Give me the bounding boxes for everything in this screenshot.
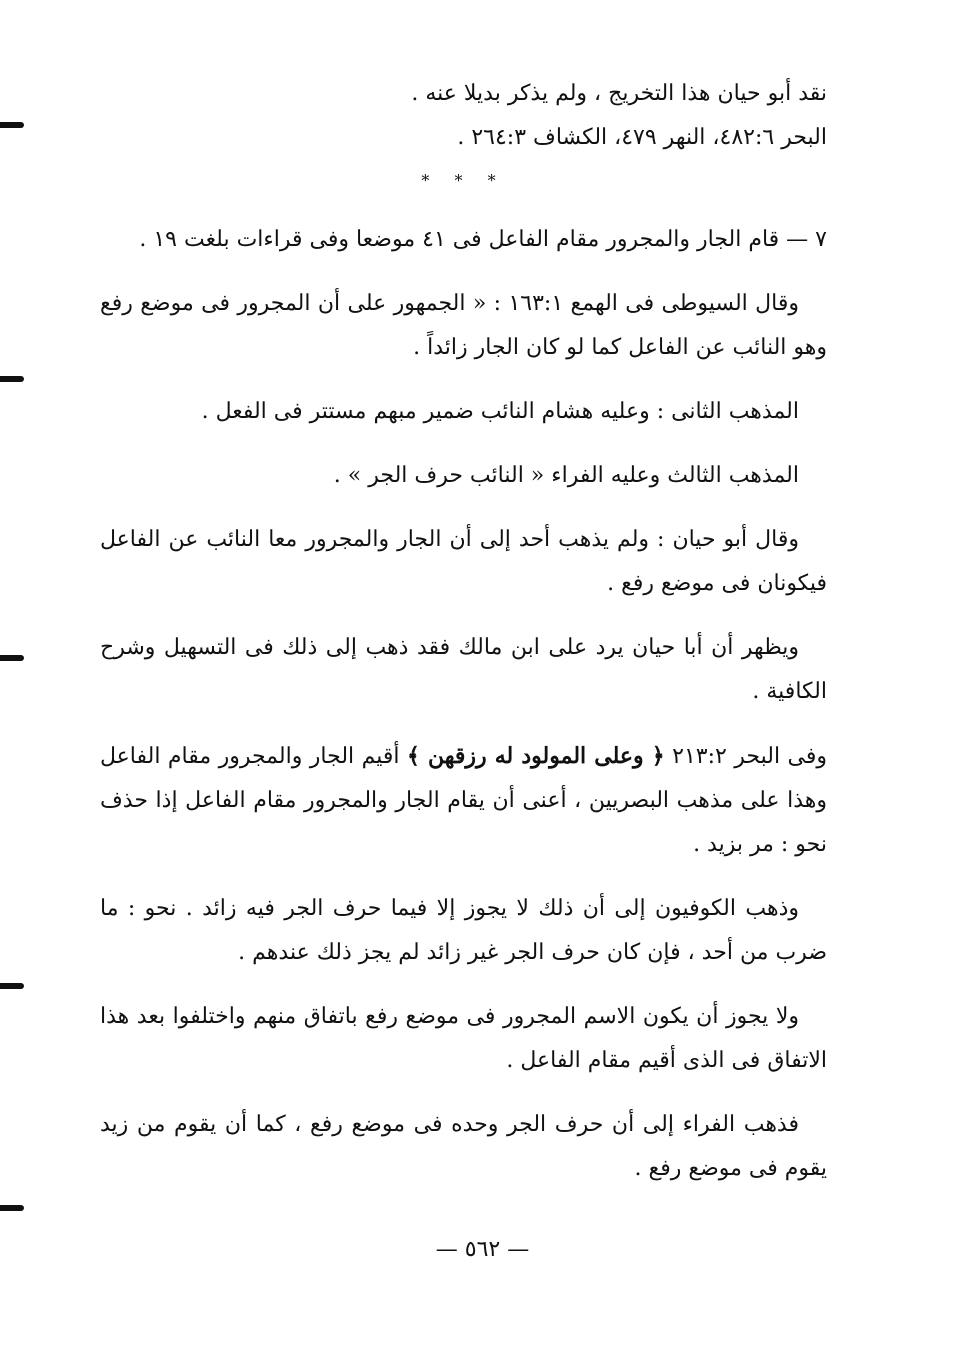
paragraph-critique (100, 72, 827, 160)
section-separator: * * * (421, 171, 506, 190)
paragraph-abu-hayyan: وقال أبو حيان : ولم يذهب أحد إلى أن الجار والمجرور معا النائب عن الفاعل فيكونان فى موضع رفع . (100, 527, 827, 596)
paragraph-kufans: وذهب الكوفيون إلى أن ذلك لا يجوز إلا فيما حرف الجر فيه زائد . نحو : ما ضرب من أحد ، فإن كان حرف الجر غير زائد لم يجز ذلك عندهم . (100, 896, 827, 965)
page-body (100, 72, 827, 1211)
margin-mark (0, 655, 24, 661)
margin-mark (0, 122, 24, 128)
paragraph-third-view: المذهب الثالث وعليه الفراء « النائب حرف الجر » . (333, 463, 799, 488)
paragraph-farra: فذهب الفراء إلى أن حرف الجر وحده فى موضع رفع ، كما أن يقوم من زيد يقوم فى موضع رفع . (100, 1112, 827, 1181)
paragraph-ibn-malik: ويظهر أن أبا حيان يرد على ابن مالك فقد ذهب إلى ذلك فى التسهيل وشرح الكافية . (100, 635, 827, 704)
margin-mark (0, 983, 24, 989)
paragraph-item-7: ٧ — قام الجار والمجرور مقام الفاعل فى ٤١ موضعا وفى قراءات بلغت ١٩ . (139, 227, 827, 252)
reference-line: البحر ٤٨٢:٦، النهر ٤٧٩، الكشاف ٢٦٤:٣ . (457, 125, 827, 150)
paragraph-bahr (100, 734, 827, 867)
page-number: — ٥٦٢ — (435, 1237, 530, 1262)
paragraph-second-view: المذهب الثانى : وعليه هشام النائب ضمير مبهم مستتر فى الفعل . (201, 399, 799, 424)
margin-mark (0, 376, 24, 382)
paragraph-text: أقيم الجار والمجرور مقام الفاعل وهذا على مذهب البصريين ، أعنى أن يقام الجار والمجرور مقام الفاعل إذا حذف نحو : مر بزيد . (100, 744, 827, 857)
quran-verse: ﴿ وعلى المولود له رزقهن ﴾ (406, 743, 665, 769)
paragraph-suyuti: وقال السيوطى فى الهمع ١٦٣:١ : « الجمهور على أن المجرور فى موضع رفع وهو النائب عن الفاعل كما لو كان الجار زائداً . (100, 291, 827, 360)
paragraph-agreement: ولا يجوز أن يكون الاسم المجرور فى موضع رفع باتفاق منهم واختلفوا بعد هذا الاتفاق فى الذى أقيم مقام الفاعل . (100, 1004, 827, 1073)
reference-text: وفى البحر ٢١٣:٢ (672, 744, 827, 769)
margin-mark (0, 1205, 24, 1211)
text-line: نقد أبو حيان هذا التخريج ، ولم يذكر بديلا عنه . (411, 81, 827, 106)
